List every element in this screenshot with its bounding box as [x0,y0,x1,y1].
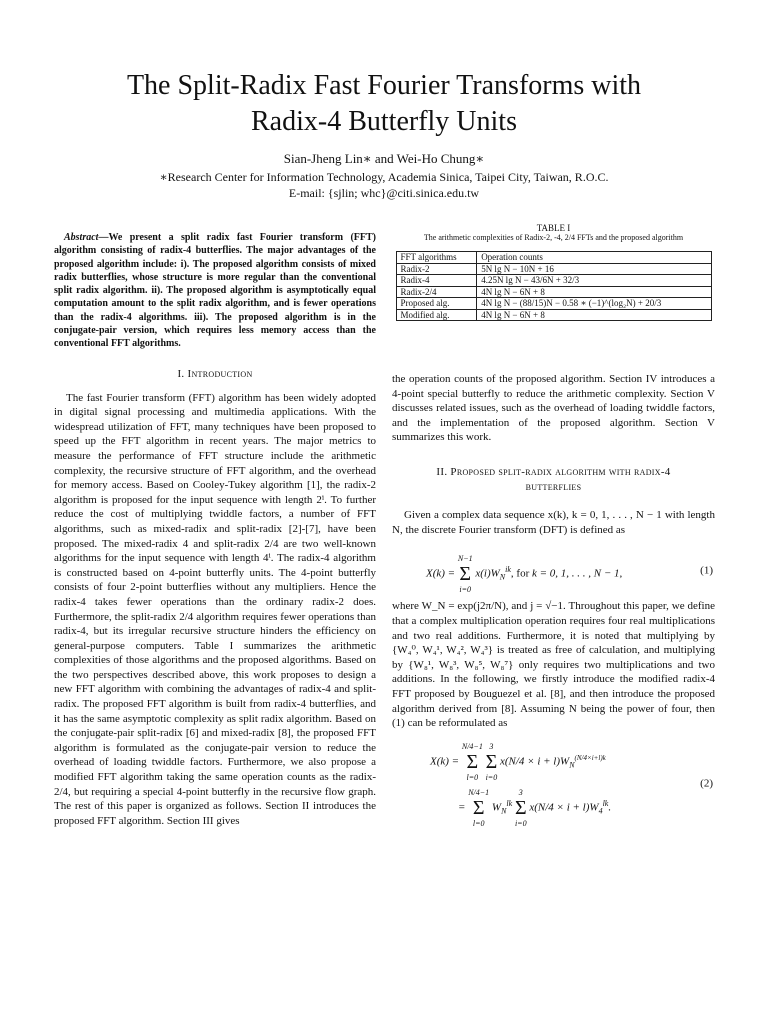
abstract-text: —We present a split radix fast Fourier transform (FFT) algorithm consisting of radix-4 butterflies. The major advantages of the proposed algorithm include: i). The proposed algorithm consists of mixed radix butterflies, whose structure is more regular than the conventional split radix algorithm. ii). The proposed algorithm is asymptotically equal computation amount to the split radix algorithm, and is fewer operations than the radix-4 algorithms. iii). The proposed algorithm is in the conjugate-pair version, which requires less memory access than the conventional FFT algorithms. [54,232,376,350]
equation-2 [392,739,715,829]
table-label: TABLE I [536,223,571,233]
table-cell: 5N lg N − 10N + 16 [477,263,711,275]
equation-2-number: (2) [700,777,713,790]
sum-symbol: 3 Σ i=0 [514,787,527,828]
title-line-2: Radix-4 Butterfly Units [251,106,517,137]
abstract-label: Abstract [64,232,99,243]
sum-symbol: N−1 Σ i=0 [457,554,473,595]
table-cell: 4N lg N − (88/15)N − 0.58 ∗ (−1)^(log₂N) + 20/3 [477,298,711,310]
equation-1 [392,543,715,599]
table-caption: The arithmetic complexities of Radix-2, -4, 2/4 FFTs and the proposed algorithm [423,233,684,242]
sum-symbol: 3 Σ i=0 [485,741,498,782]
equation-1-number: (1) [700,565,713,578]
table-cell: 4.25N lg N − 43/6N + 32/3 [477,275,711,287]
equation-2-line-2: = N/4−1 Σ l=0 $W_N^{lk}$ 3 Σ i=0 $x(N/4 \times i + l)W_4^{lk}$. [458,787,612,828]
email: E-mail: {sjlin; whc}@citi.sinica.edu.tw [288,186,480,200]
table-row [396,263,711,275]
equation-1-body: X(k) = N−1 Σ i=0 $x(i)W_N^{ik}$, for k = 0, 1, . . . , N − 1, [426,554,623,595]
section-1-title: I. Introduction [177,368,253,380]
table-cell: Radix-4 [396,275,477,287]
table-cell: 4N lg N − 6N + 8 [477,309,711,321]
section-introduction [54,367,376,828]
table-cell: Radix-2/4 [396,286,477,298]
table-row [396,298,711,310]
table-block [392,223,715,321]
equation-2-line-1: X(k) = N/4−1 Σ l=0 3 Σ i=0 $x(N/4 \times i + l)W_N^{(N/4\times i+l)k}$ [430,741,606,782]
section-2-paragraph-2: where W_N = exp(j2π/N), and j = √−1. Throughout this paper, we define that a complex multiplication operation requires four real multiplications and two real additions. Furthermore, it is noted that multiplying by {W₄⁰, W₄¹, W₄², W₄³} is treated as free of calculation, and multiplying by {W₈¹, W₈³, W₈⁵, W₈⁷} only requires two multiplications and two additions. In the following, we firstly introduce the modified radix-4 FFT proposed by Bouguezel et al. [8], and then introduce the proposed algorithm derived from [8]. Assuming N being the power of four, then (1) can be reformulated as [392,600,715,730]
affiliation: ∗Research Center for Information Technology, Academia Sinica, Taipei City, Taiwan, R.O.C. [159,170,609,184]
section-2-title-line-2: butterflies [525,480,582,493]
table-header-cell: Operation counts [477,252,711,264]
table-row [396,286,711,298]
title-line-1: The Split-Radix Fast Fourier Transforms with [126,70,642,101]
table-row [396,275,711,287]
table-cell: Radix-2 [396,263,477,275]
complexity-table [396,251,712,321]
authors: Sian-Jheng Lin∗ and Wei-Ho Chung∗ [283,151,485,166]
section-2-column [392,372,715,829]
right-paragraph-1: the operation counts of the proposed algorithm. Section IV introduces a 4-point special butterfly to reduce the arithmetic complexity. Section V discusses related issues, such as the overhead of loading twiddle factors, and the implementation of the proposed algorithm. Section V summarizes this work. [392,373,715,444]
affiliation-block [0,169,768,201]
table-cell: Proposed alg. [396,298,477,310]
sum-symbol: N/4−1 Σ l=0 [468,787,490,828]
section-2-title-line-1: II. Proposed split-radix algorithm with radix-4 [436,465,671,478]
table-cell: Modified alg. [396,309,477,321]
table-cell: 4N lg N − 6N + 8 [477,286,711,298]
section-2-paragraph-1: Given a complex data sequence x(k), k = 0, 1, . . . , N − 1 with length N, the discrete Fourier transform (DFT) is defined as [392,509,715,536]
section-1-body: The fast Fourier transform (FFT) algorithm has been widely adopted in digital signal processing and multimedia applications. With the widespread utilization of FFT, many techniques have been proposed to speed up the FFT algorithm in recent years. The major metrics to measure the performance of FFT structure include the arithmetic complexity, the recursive structure of FFT algorithm, and the overhead for memory access. Based on Cooley-Tukey algorithm [1], the radix-2 algorithm is proposed for the input sequence with length 2ⁱ. To further reduce the cost of multiplying twiddle factors, a number of FFT algorithms, such as mixed-radix and split-radix [2]-[7], have been proposed. The mixed-radix 4 and split-radix 2/4 are two well-known algorithms for the input sequence with length 4ⁱ. The radix-4 algorithm is constructed based on 4-point butterfly units. The 4-point butterfly consists of four 2-point butterflies without any multipliers. Hence the radix-4 takes fewer operations than the ordinary radix-2 does. Furthermore, the split-radix 2/4 algorithm requires fewer operations than radix-4, but its irregular recursive structure hinders the efficiency on general-purpose computers. Table I summarizes the arithmetic complexities of those algorithms and the proposed algorithms. Based on the two perspectives described above, this work proposes to design a new FFT algorithm with combining the advantages of radix-4 and split-radix. The proposed FFT algorithm is built from radix-4 butterflies, and it has the same asymptotic complexity as split radix algorithm. Based on the conjugate-pair split-radix [6] and mixed-radix [8], the proposed FFT algorithm is formulated as the conjugate-pair version to reduce the overhead of loading twiddle factors. Furthermore, we also propose a modified FFT algorithm taking the same operation counts as the radix-2/4, but requiring a special 4-point butterfly in the recursive flow graph. The rest of this paper is organized as follows. Section II introduces the proposed FFT algorithm. Section III gives [54,391,376,827]
table-row [396,309,711,321]
table-header-cell: FFT algorithms [396,252,477,264]
paper-title [0,68,768,140]
sum-symbol: N/4−1 Σ l=0 [461,741,483,782]
abstract [54,231,376,351]
table-header-row [396,252,711,264]
